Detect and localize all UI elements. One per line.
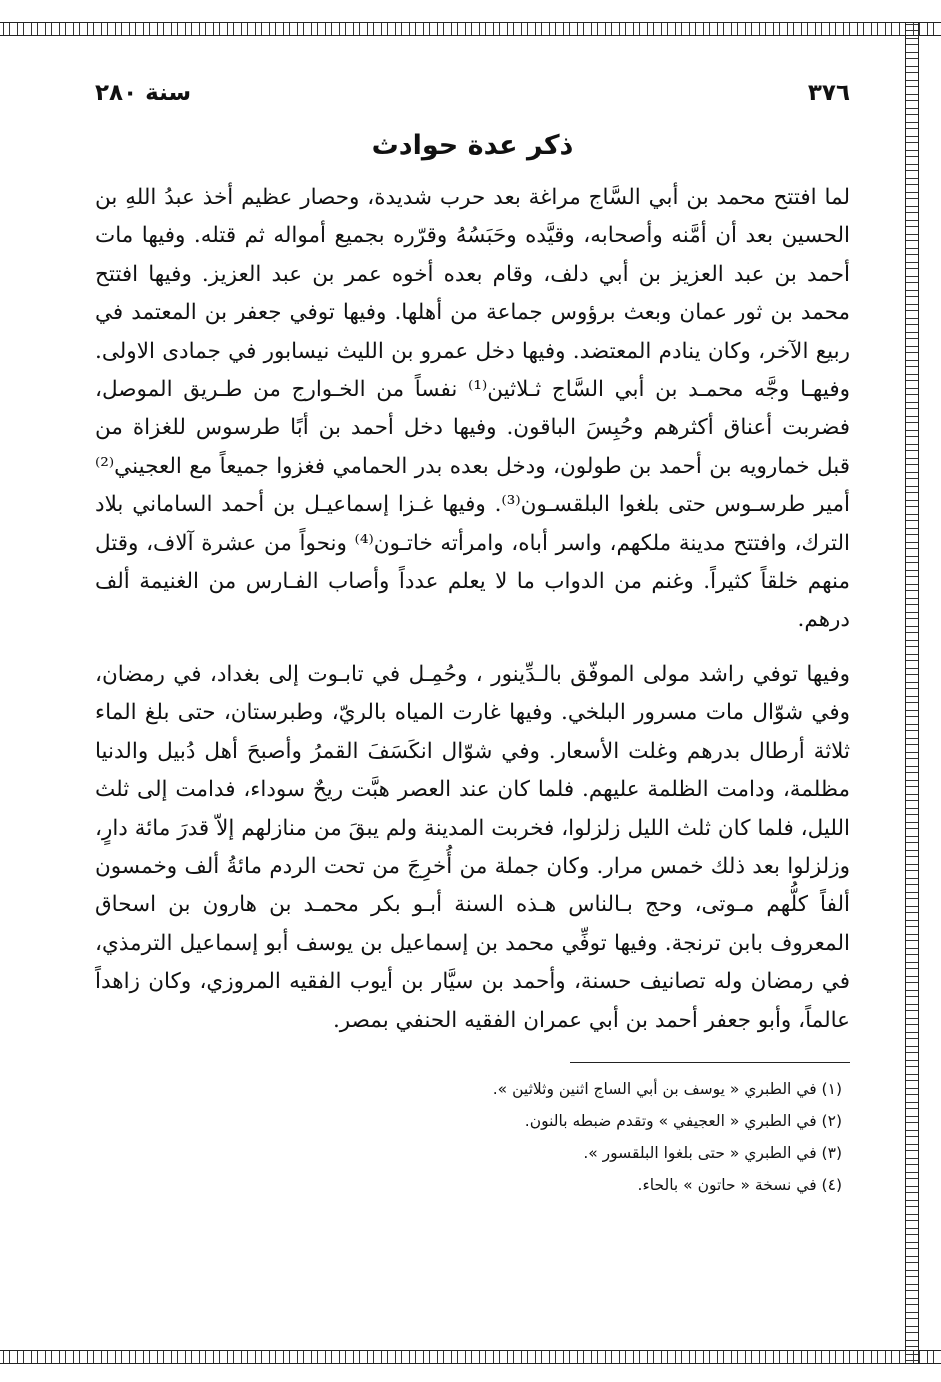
bottom-ornamental-border — [0, 1350, 941, 1364]
right-ornamental-border — [905, 22, 919, 1364]
top-ornamental-border — [0, 22, 941, 36]
paragraph-1: لما افتتح محمد بن أبي السَّاج مراغة بعد حرب شديدة، وحصار عظيم أخذ عبدُ اللهِ بن الحسين بعد أن أمَّنه وأصحابه، وقيَّده وحَبَسُهُ وقرّره بجميع أمواله ثم قتله. وفيها مات أحمد بن عبد العزيز بن أبي دلف، وقام بعده أخوه عمر بن عبد العزيز. وفيها افتتح محمد بن ثور عمان وبعث برؤوس جماعة من أهلها. وفيها توفي جعفر بن المعتمد في ربيع الآخر، وكان ينادم المعتضد. وفيها دخل عمرو بن الليث نيسابور في جمادى الاولى. وفيهـا وجَّه محمـد بن أبي السَّاج ثـلاثين⁽¹⁾ نفساً من الخـوارج من طـريق الموصل، فضربت أعناق أكثرهم وحُبِسَ الباقون. وفيها دخل أحمد بن أبًا طرسوس للغزاة من قبل خمارويه بن أحمد بن طولون، ودخل بعده بدر الحمامي فغزوا جميعاً مع العجيني⁽²⁾ أمير طرسـوس حتى بلغوا البلقسـون⁽³⁾. وفيها غـزا إسماعيـل بن أحمد الساماني بلاد الترك، وافتتح مدينة ملكهم، واسر أباه، وامرأته خاتـون⁽⁴⁾ ونحواً من عشرة آلاف، وقتل منهم خلقاً كثيراً. وغنم من الدواب ما لا يعلم عدداً وأصاب الفـارس من الغنيمة ألف درهم. — [95, 185, 851, 633]
footnote-1: (١) في الطبري « يوسف بن أبي الساج اثنين وثلاثين ». — [492, 1079, 842, 1098]
footnote-4: (٤) في نسخة « حاتون » بالحاء. — [637, 1175, 842, 1194]
footnote-3: (٣) في الطبري « حتى بلغوا البلقسور ». — [583, 1143, 842, 1162]
section-title: ذكر عدة حوادث — [371, 130, 574, 161]
footnote-2: (٢) في الطبري « العجيفي » وتقدم ضبطه بالنون. — [524, 1111, 842, 1130]
page-number: ٣٧٦ — [807, 80, 850, 106]
footnote-separator — [570, 1062, 850, 1063]
page-body — [95, 80, 850, 1201]
running-header — [95, 80, 850, 114]
paragraph-2: وفيها توفي راشد مولى الموفّق بالـدِّينور ، وحُمِـل في تابـوت إلى بغداد، في رمضان، وفي شوّال مات مسرور البلخي. وفيها غارت المياه بالريّ، وطبرستان، حتى بلغ الماء ثلاثة أرطال بدرهم وغلت الأسعار. وفي شوّال انكَسَفَ القمرُ وأصبحَ أهل دُبيل والدنيا مظلمة، ودامت الظلمة عليهم. فلما كان عند العصر هبَّت ريحٌ سوداء، فدامت إلى ثلث الليل، فلما كان ثلث الليل زلزلوا، فخربت المدينة ولم يبقَ من منازلهم إلاّ قدرَ مائة دارٍ، وزلزلوا بعد ذلك خمس مرار. وكان جملة من أُخرِجَ من تحت الردم مائةُ ألف وخمسون ألفاً كلُّهم مـوتى، وحج بـالناس هـذه السنة أبـو بكر محمـد بن هارون بن اسحاق المعروف بابن ترنجة. وفيها توفِّي محمد بن إسماعيل بن يوسف أبو إسماعيل الترمذي، في رمضان وله تصانيف حسنة، وأحمد بن سيَّار بن أيوب الفقيه المروزي، وكان زاهداً عالماً، وأبو جعفر أحمد بن أبي عمران الفقيه الحنفي بمصر. — [95, 661, 850, 1033]
year-label: سنة ٢٨٠ — [95, 80, 192, 106]
